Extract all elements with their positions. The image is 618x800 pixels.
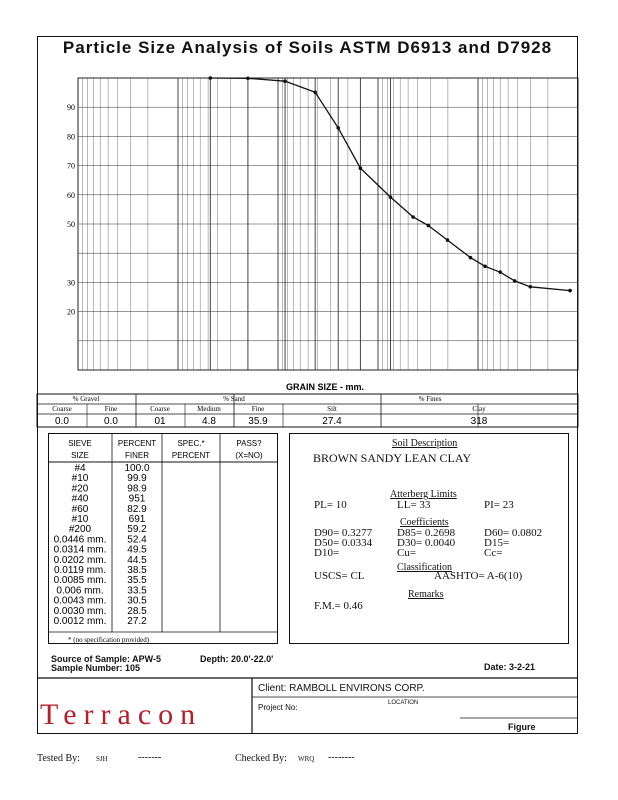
sieve-size-cell: 0.0202 mm.: [53, 554, 107, 566]
sub-header-silt: Silt: [327, 405, 337, 413]
sub-header-coarse-gravel: Coarse: [52, 405, 72, 413]
percent-finer-cell: 951: [128, 493, 146, 505]
cc: Cc=: [484, 547, 503, 559]
percent-finer-cell: 99.9: [127, 473, 147, 485]
value-fine-gravel: 0.0: [104, 416, 118, 427]
sieve-size-cell: #200: [68, 524, 92, 536]
sample-depth: Depth: 20.0'-22.0': [200, 654, 274, 664]
percent-finer-cell: 98.9: [127, 483, 147, 495]
sieve-size-cell: 0.006 mm.: [56, 585, 104, 597]
y-tick-label: 20: [67, 307, 75, 317]
uscs-class: USCS= CL: [314, 570, 365, 582]
x-axis-label: GRAIN SIZE - mm.: [285, 382, 365, 392]
percent-finer-cell: 28.5: [127, 605, 147, 617]
data-point: [427, 224, 431, 228]
sieve-size-cell: #60: [71, 503, 89, 515]
percent-finer-cell: 33.5: [127, 585, 147, 597]
y-tick-label: 60: [67, 190, 75, 200]
soil-description: BROWN SANDY LEAN CLAY: [313, 451, 472, 465]
value-clay: 318: [470, 416, 488, 427]
sieve-size-cell: 0.0446 mm.: [53, 534, 107, 546]
soil-description-title: Soil Description: [392, 438, 458, 449]
data-point: [359, 166, 363, 170]
sieve-header-size: SIEVE: [68, 439, 92, 448]
sieve-subheader-finer: FINER: [125, 451, 149, 460]
tested-by-label: Tested By:: [37, 753, 80, 764]
percent-finer-cell: 30.5: [127, 595, 147, 607]
checked-by-label: Checked By:: [235, 753, 287, 764]
data-point: [411, 215, 415, 219]
data-point: [528, 285, 532, 289]
classification-title: Classification: [397, 562, 452, 573]
data-point: [209, 76, 213, 80]
terracon-logo: Terracon: [40, 698, 203, 731]
checked-by-line: --------: [328, 752, 355, 763]
location-label: LOCATION: [388, 700, 419, 706]
percent-finer-cell: 27.2: [127, 616, 147, 627]
sub-header-coarse-sand: Coarse: [150, 405, 170, 413]
sieve-size-cell: #10: [71, 473, 89, 485]
sieve-size-cell: 0.0119 mm.: [53, 565, 107, 576]
sieve-subheader-spec: PERCENT: [171, 451, 211, 460]
percent-finer-cell: 82.9: [127, 503, 147, 515]
y-tick-label: 70: [67, 161, 75, 171]
sample-source: Source of Sample: APW-5: [51, 654, 162, 664]
remarks-title: Remarks: [408, 589, 444, 600]
sieve-size-cell: 0.0030 mm.: [53, 605, 107, 617]
sub-header-medium-sand: Medium: [197, 405, 221, 413]
fines-header: % Fines: [418, 395, 442, 403]
sub-header-fine-sand: Fine: [251, 405, 265, 413]
d90: D90= 0.3277: [314, 527, 373, 539]
sieve-header-finer: PERCENT: [117, 439, 157, 448]
checked-by-initials: WRQ: [298, 755, 315, 763]
sample-date: Date: 3-2-21: [484, 662, 536, 672]
gravel-header: % Gravel: [72, 395, 100, 403]
project-number-label: Project No:: [258, 703, 298, 712]
y-tick-label: 50: [67, 220, 75, 229]
data-point: [483, 265, 487, 269]
d60: D60= 0.0802: [484, 527, 543, 539]
percent-finer-cell: 49.5: [127, 544, 147, 556]
value-coarse-gravel: 0.0: [55, 416, 69, 427]
coefficients-title: Coefficients: [400, 517, 449, 528]
d10: D10=: [314, 547, 340, 559]
data-point: [313, 91, 317, 95]
figure-label: Figure: [508, 722, 536, 732]
d85: D85= 0.2698: [397, 527, 456, 539]
fractions-strip: [37, 394, 578, 427]
percent-finer-cell: 52.4: [127, 534, 147, 546]
sub-header-fine-gravel: Fine: [104, 405, 118, 413]
sieve-size-cell: #10: [71, 514, 89, 525]
atterberg-title: Atterberg Limits: [390, 489, 457, 500]
sieve-size-cell: 0.0043 mm.: [53, 595, 107, 607]
aashto-class: AASHTO= A-6(10): [434, 570, 523, 582]
value-medium-sand: 4.8: [202, 416, 216, 427]
d15: D15=: [484, 537, 510, 549]
page-title: Particle Size Analysis of Soils ASTM D6913 and D7928: [62, 38, 553, 57]
sieve-size-cell: 0.0085 mm.: [53, 575, 107, 587]
tested-by-line: -------: [138, 752, 162, 763]
data-point: [568, 289, 572, 293]
chart-y-ticks: [67, 103, 75, 316]
sieve-size-cell: 0.0012 mm.: [53, 616, 107, 627]
sieve-footnote: * (no specification provided): [68, 636, 150, 644]
liquid-limit: LL= 33: [397, 499, 431, 511]
sand-header: % Sand: [223, 395, 245, 403]
d30: D30= 0.0040: [397, 537, 456, 549]
sieve-subheader-pass: (X=NO): [235, 451, 263, 460]
value-coarse-sand: 01: [154, 416, 166, 427]
data-point: [283, 79, 287, 83]
y-tick-label: 90: [67, 103, 75, 113]
sieve-size-cell: #20: [71, 483, 89, 495]
percent-finer-cell: 35.5: [127, 575, 147, 587]
percent-finer-cell: 59.2: [127, 524, 147, 536]
sieve-table: [48, 433, 278, 644]
sieve-subheader-size: SIZE: [71, 451, 89, 460]
plasticity-index: PI= 23: [484, 499, 514, 511]
sieve-size-cell: #4: [74, 463, 86, 474]
data-point: [513, 279, 517, 283]
value-silt: 27.4: [322, 416, 342, 427]
sieve-header-pass: PASS?: [236, 439, 262, 448]
cu: Cu=: [397, 547, 417, 559]
sieve-size-cell: 0.0314 mm.: [53, 544, 107, 556]
percent-finer-cell: 44.5: [127, 554, 147, 566]
chart-grid: [78, 78, 578, 370]
data-point: [469, 256, 473, 260]
data-point: [446, 238, 450, 242]
y-tick-label: 30: [67, 278, 75, 288]
sieve-header-spec: SPEC.*: [177, 439, 205, 448]
sieve-size-cell: #40: [71, 493, 89, 505]
value-fine-sand: 35.9: [248, 416, 268, 427]
client-name: Client: RAMBOLL ENVIRONS CORP.: [258, 683, 425, 694]
tested-by-initials: SJH: [96, 755, 108, 763]
percent-finer-cell: 100.0: [124, 463, 150, 474]
data-point: [336, 126, 340, 130]
percent-finer-cell: 38.5: [127, 565, 147, 576]
data-point: [498, 270, 502, 274]
fineness-modulus: F.M.= 0.46: [314, 600, 363, 612]
data-point: [389, 195, 393, 199]
sample-number: Sample Number: 105: [51, 663, 141, 673]
percent-finer-cell: 691: [128, 514, 146, 525]
y-tick-label: 80: [67, 132, 75, 142]
data-point: [246, 76, 250, 80]
plastic-limit: PL= 10: [314, 499, 347, 511]
d50: D50= 0.0334: [314, 537, 373, 549]
sub-header-clay: Clay: [472, 405, 486, 413]
